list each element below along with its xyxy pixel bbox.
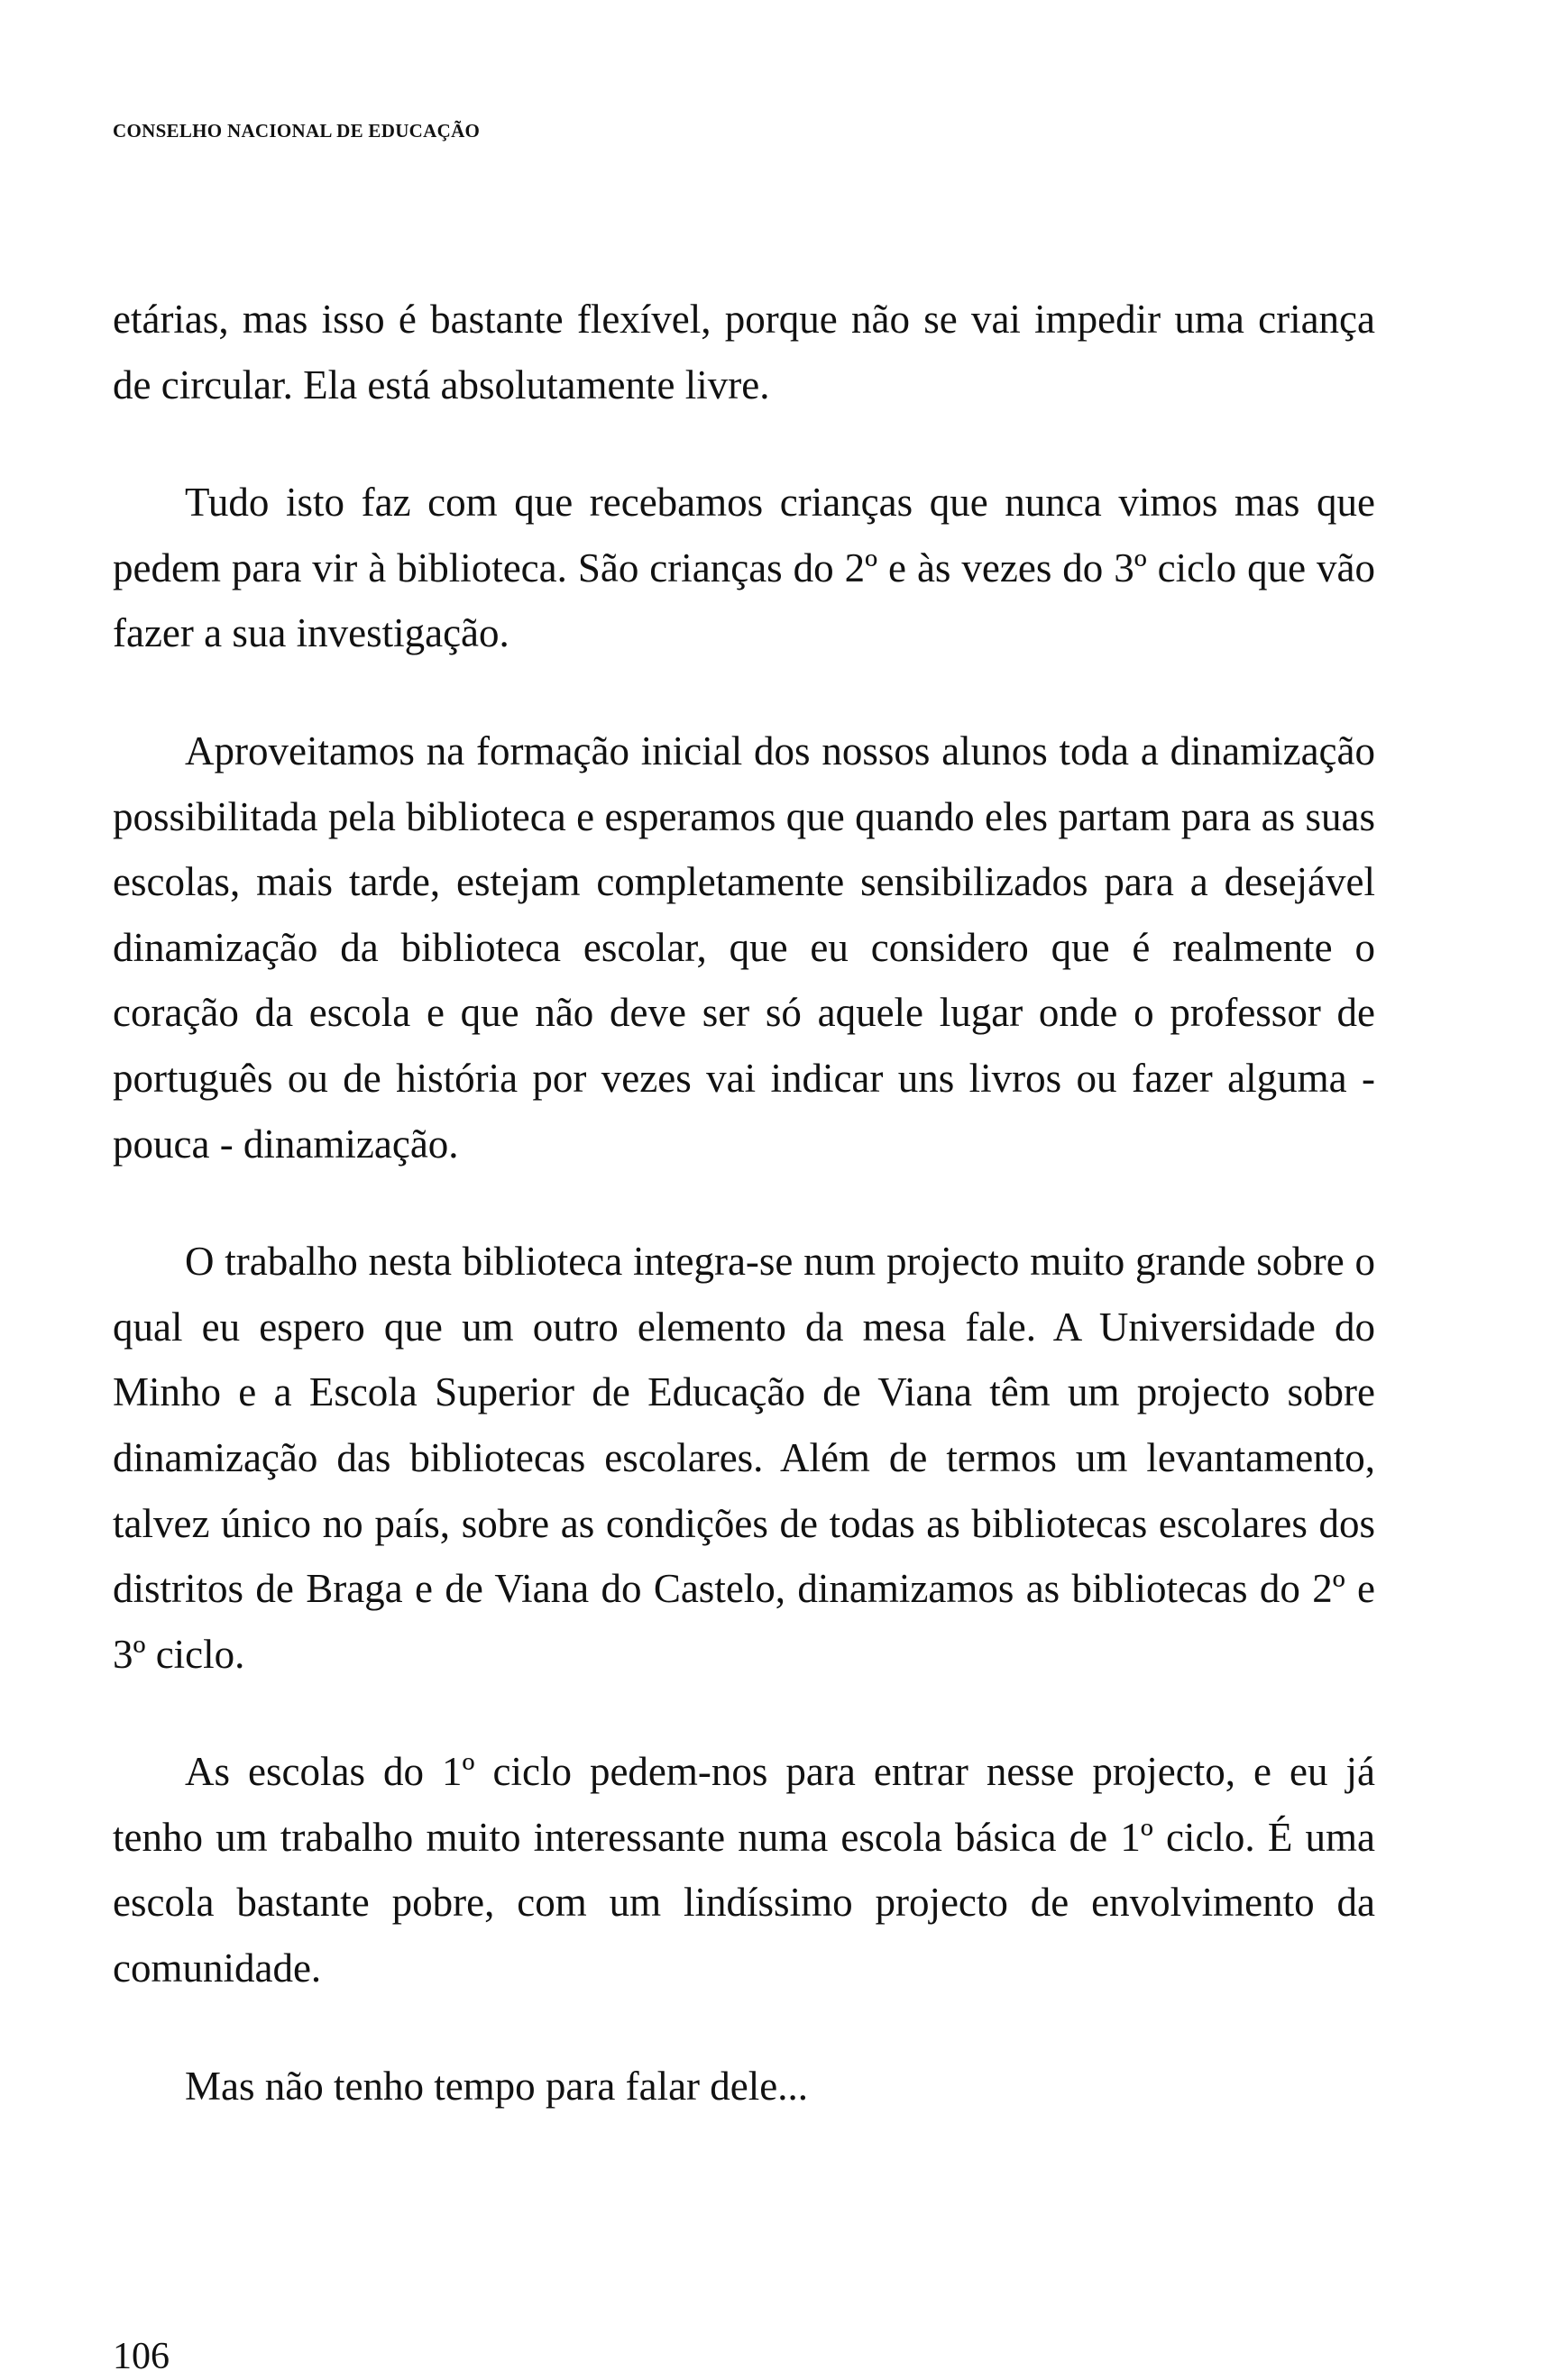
paragraph-continuation: etárias, mas isso é bastante flexível, porque não se vai impedir uma criança de circular. Ela está absolutamente livre. [113, 297, 1375, 407]
paragraph: Tudo isto faz com que recebamos crianças que nunca vimos mas que pedem para vir à biblioteca. São crianças do 2º e às vezes do 3º ciclo que vão fazer a sua investigação. [113, 480, 1375, 656]
paragraph: Mas não tenho tempo para falar dele... [185, 2063, 808, 2109]
paragraph: O trabalho nesta biblioteca integra-se num projecto muito grande sobre o qual eu espero que um outro elemento da mesa fale. A Universidade do Minho e a Escola Superior de Educação de Viana têm um projecto sobre dinamização das bibliotecas escolares. Além de termos um levantamento, talvez único no país, sobre as condições de todas as bibliotecas escolares dos distritos de Braga e de Viana do Castelo, dinamizamos as bibliotecas do 2º e 3º ciclo. [113, 1239, 1375, 1677]
paragraph: As escolas do 1º ciclo pedem-nos para entrar nesse projecto, e eu já tenho um trabalho muito interessante numa escola básica de 1º ciclo. É uma escola bastante pobre, com um lindíssimo projecto de envolvimento da comunidade. [113, 1749, 1375, 1991]
page-number: 106 [113, 2336, 170, 2377]
paragraph: Aproveitamos na formação inicial dos nossos alunos toda a dinamização possibilitada pela biblioteca e esperamos que quando eles partam para as suas escolas, mais tarde, estejam completamente sensibilizados para a desejável dinamização da biblioteca escolar, que eu considero que é realmente o coração da escola e que não deve ser só aquele lugar onde o professor de português ou de história por vezes vai indicar uns livros ou fazer alguma - pouca - dinamização. [113, 728, 1375, 1167]
body-text [113, 287, 1375, 2119]
running-header: CONSELHO NACIONAL DE EDUCAÇÃO [113, 120, 481, 142]
